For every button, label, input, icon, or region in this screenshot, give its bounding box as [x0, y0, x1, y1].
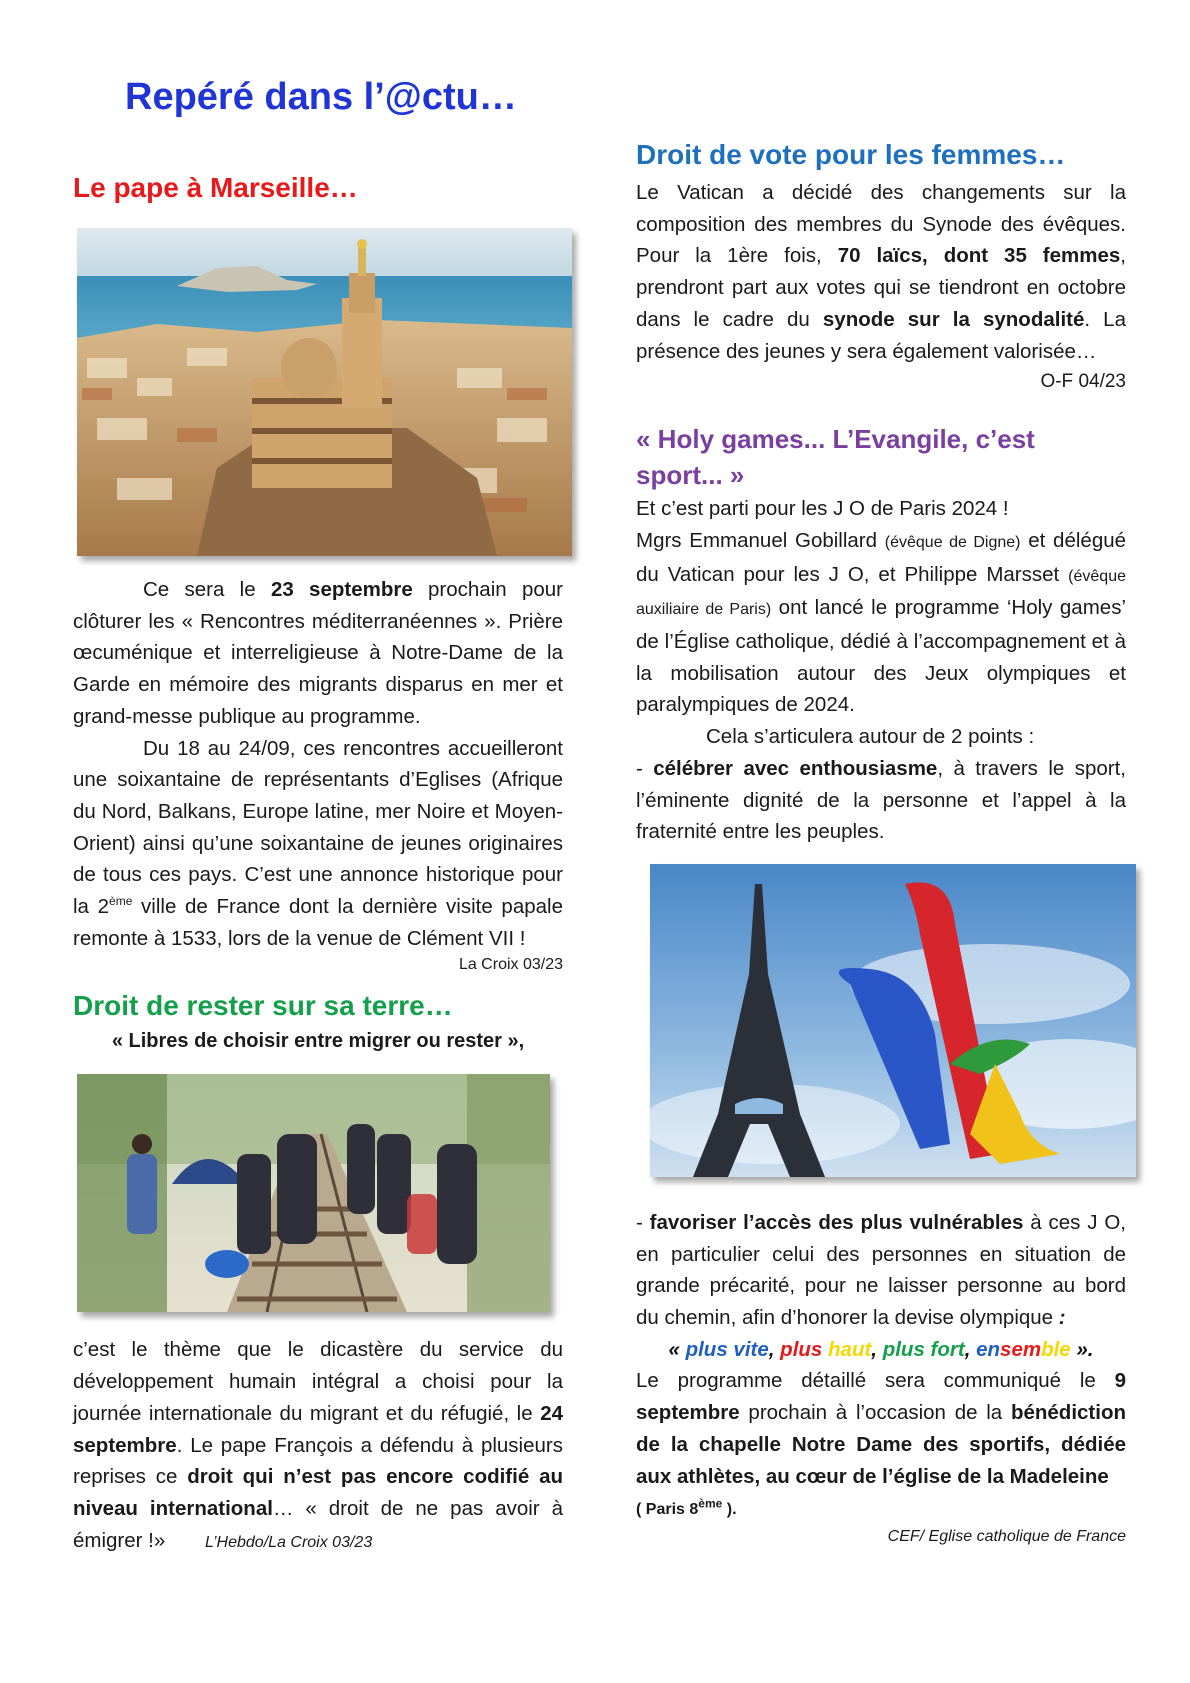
holy-paragraph-3	[636, 753, 1126, 848]
text-run: ).	[722, 1501, 737, 1519]
text-run: Du 18 au 24/09, ces rencontres accueilleront une soixantaine de représentants d’Eglises (Afrique du Nord, Balkans, Europe latine, mer Noire et Moyen-Orient) ainsi qu’une soixantaine de jeunes originaires de tous ces pays. C’est une annonce historique pour la 2	[73, 736, 563, 919]
motto-sep: ,	[964, 1337, 977, 1361]
marseille-source: La Croix 03/23	[458, 956, 563, 974]
holy-line-1: Et c’est parti pour les J O de Paris 2024 !	[636, 497, 1009, 521]
superscript: ème	[698, 1496, 723, 1511]
motto-sep: ,	[768, 1337, 781, 1361]
bold-run: droit qui n’est pas encore codifié au niveau international	[73, 1465, 563, 1520]
section-heading-vote: Droit de vote pour les femmes…	[636, 139, 1066, 170]
text-run: -	[636, 756, 654, 780]
motto-sep: ,	[871, 1337, 883, 1361]
holy-paragraph-5	[636, 1365, 1126, 1526]
motto-word-red: plus	[780, 1337, 823, 1361]
text-run: . La présence des jeunes y sera également valorisée…	[636, 307, 1126, 363]
motto-word-yellow: haut	[822, 1337, 872, 1361]
motto-word-yellow: ble	[1041, 1337, 1071, 1361]
marseille-paragraph-1	[73, 574, 563, 733]
motto-open: «	[668, 1337, 686, 1361]
holy-source: CEF/ Eglise catholique de France	[887, 1527, 1126, 1545]
motto-word-blue: plus vite	[685, 1337, 769, 1361]
superscript: ème	[109, 894, 133, 909]
text-run: -	[636, 1210, 650, 1234]
bold-run: célébrer avec enthousiasme	[653, 756, 938, 780]
terre-paragraph	[73, 1334, 563, 1558]
paris-2024-photo	[650, 864, 1136, 1177]
holy-paragraph-4	[636, 1207, 1126, 1334]
left-column	[73, 170, 563, 1558]
text-run: et délégué du Vatican pour les J O, et Philippe Marsset	[636, 528, 1127, 586]
date-highlight: 24 septembre	[73, 1401, 563, 1457]
text-run: prochain pour clôturer les « Rencontres méditerranéennes ». Prière œcuménique et interreligieuse à Notre-Dame de la Garde en mémoire des migrants disparus en mer et grand-messe publique au programme.	[73, 578, 563, 728]
text-run: ( Paris 8	[636, 1501, 699, 1519]
date-highlight: 23 septembre	[270, 578, 413, 601]
section-heading-terre: Droit de rester sur sa terre…	[73, 990, 453, 1022]
vote-paragraph	[636, 177, 1126, 367]
paris-2024-image	[650, 864, 1136, 1177]
text-run: Mgrs Emmanuel Gobillard	[636, 528, 885, 552]
section-heading-marseille: Le pape à Marseille…	[73, 172, 358, 203]
marseille-photo	[77, 228, 572, 556]
marseille-image	[77, 228, 572, 556]
holy-paragraph-2: Cela s’articulera autour de 2 points :	[706, 725, 1035, 749]
motto-close: ».	[1070, 1337, 1094, 1361]
text-run: Ce sera le	[143, 578, 271, 601]
text-run: prochain à l’occasion de la	[739, 1401, 1011, 1425]
text-run	[636, 1496, 737, 1519]
text-run: (évêque auxiliaire de Paris)	[636, 567, 1126, 619]
page-title: Repéré dans l’@ctu…	[125, 76, 517, 118]
motto-word-blue: en	[976, 1337, 1001, 1361]
text-run: Le programme détaillé sera communiqué le	[636, 1369, 1115, 1393]
migrants-photo	[77, 1074, 550, 1312]
text-run: ont lancé le programme ‘Holy games’ de l’Église catholique, dédié à l’accompagnement et à la mobilisation autour des Jeux olympiques et paralympiques de 2024.	[636, 596, 1126, 717]
section-heading-holy-games: « Holy games... L’Evangile, c’est sport... »	[636, 424, 1035, 491]
right-column	[636, 137, 1126, 1546]
text-run: . Le pape François a défendu à plusieurs reprises ce	[73, 1433, 563, 1489]
text-run: c’est le thème que le dicastère du service du développement humain intégral a choisi pour la journée internationale du migrant et du réfugié, le	[73, 1338, 563, 1425]
text-run: ville de France dont la dernière visite papale remonte à 1533, lors de la venue de Clément VII !	[73, 895, 563, 950]
marseille-paragraph-2	[73, 733, 563, 955]
text-run: à ces J O, en particulier celui des personnes en situation de grande précarité, pour ne laisser personne au bord du chemin, afin d’honorer la devise olympique	[636, 1210, 1126, 1330]
bold-run: synode sur la synodalité	[822, 307, 1085, 331]
olympic-motto	[636, 1334, 1126, 1366]
vote-source: O-F 04/23	[1040, 371, 1126, 393]
text-run: :	[1058, 1306, 1066, 1330]
text-run: (évêque de Digne)	[884, 533, 1021, 551]
bold-run: bénédiction de la chapelle Notre Dame des sportifs, dédiée aux athlètes, au cœur de l’église de la Madeleine	[636, 1401, 1126, 1488]
motto-word-red: sem	[1000, 1337, 1042, 1361]
bold-run: favoriser l’accès des plus vulnérables	[649, 1210, 1024, 1234]
text-run: Le Vatican a décidé des changements sur la composition des membres du Synode des évêques. Pour la 1ère fois,	[636, 181, 1126, 268]
text-run: , prendront part aux votes qui se tiendront en octobre dans le cadre du	[636, 244, 1126, 331]
migrants-image	[77, 1074, 550, 1312]
holy-paragraph-1	[636, 525, 1126, 721]
date-highlight: 9 septembre	[636, 1369, 1126, 1425]
text-run: , à travers le sport, l’éminente dignité de la personne et l’appel à la fraternité entre les peuples.	[636, 756, 1126, 844]
motto-word-green: plus fort	[882, 1337, 965, 1361]
bold-run: 70 laïcs, dont 35 femmes	[837, 244, 1121, 268]
terre-subheading: « Libres de choisir entre migrer ou rester »,	[111, 1030, 525, 1053]
terre-source: L’Hebdo/La Croix 03/23	[204, 1533, 373, 1551]
text-run: … « droit de ne pas avoir à émigrer !»	[73, 1496, 564, 1552]
